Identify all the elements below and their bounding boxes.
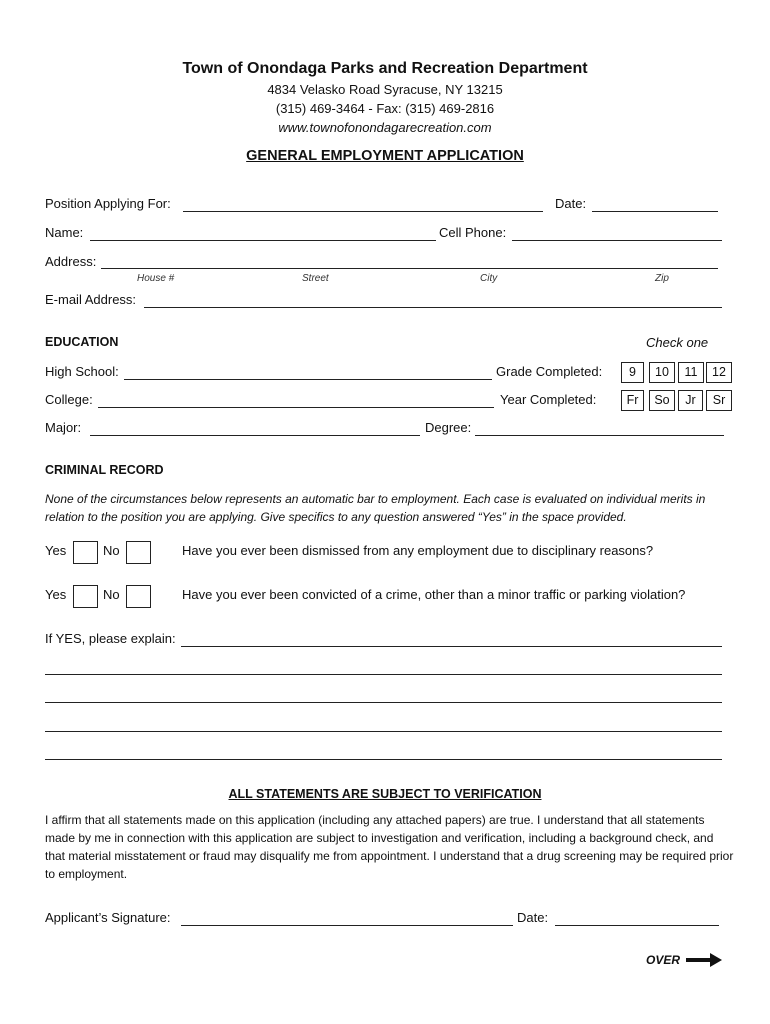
name-field[interactable] — [90, 240, 436, 241]
year-so-option[interactable]: So — [649, 390, 675, 411]
grade-completed-label: Grade Completed: — [496, 364, 603, 379]
explain-label: If YES, please explain: — [45, 631, 176, 646]
explain-line-2[interactable] — [45, 674, 722, 675]
explain-line-3[interactable] — [45, 702, 722, 703]
degree-label: Degree: — [425, 420, 472, 435]
q1-yes-checkbox[interactable] — [73, 541, 98, 564]
grade-10-option[interactable]: 10 — [649, 362, 675, 383]
date-label: Date: — [555, 196, 587, 211]
organization-website: www.townofonondagarecreation.com — [278, 120, 492, 135]
signature-label: Applicant’s Signature: — [45, 910, 171, 925]
verification-heading: ALL STATEMENTS ARE SUBJECT TO VERIFICATION — [228, 787, 542, 801]
q1-no-checkbox[interactable] — [126, 541, 151, 564]
over-label: OVER — [646, 953, 681, 967]
address-field[interactable] — [101, 268, 718, 269]
signature-field[interactable] — [181, 925, 513, 926]
year-completed-label: Year Completed: — [500, 392, 597, 407]
cell-phone-field[interactable] — [512, 240, 722, 241]
signature-date-label: Date: — [517, 910, 549, 925]
q1-no-label: No — [103, 543, 120, 558]
q2-no-label: No — [103, 587, 120, 602]
right-arrow-icon — [686, 953, 722, 967]
major-label: Major: — [45, 420, 82, 435]
position-field[interactable] — [183, 211, 543, 212]
criminal-record-note: None of the circumstances below represents an automatic bar to employment. Each case is evaluated on individual merits in relation to the position you are applying. Give specifics to any question answered “Yes” in the space provided. — [45, 492, 706, 524]
city-caption: City — [480, 273, 498, 284]
address-label: Address: — [45, 254, 97, 269]
degree-field[interactable] — [475, 435, 724, 436]
high-school-field[interactable] — [124, 379, 492, 380]
grade-11-option[interactable]: 11 — [678, 362, 704, 383]
organization-phone: (315) 469-3464 - Fax: (315) 469-2816 — [275, 101, 495, 116]
criminal-record-heading: CRIMINAL RECORD — [45, 463, 164, 477]
email-label: E-mail Address: — [45, 292, 137, 307]
form-title: GENERAL EMPLOYMENT APPLICATION — [246, 148, 524, 164]
q1-yes-label: Yes — [45, 543, 67, 558]
grade-9-option[interactable]: 9 — [621, 362, 644, 383]
cell-phone-label: Cell Phone: — [439, 225, 507, 240]
explain-line-5[interactable] — [45, 759, 722, 760]
college-label: College: — [45, 392, 93, 407]
zip-caption: Zip — [655, 273, 669, 284]
year-sr-option[interactable]: Sr — [706, 390, 732, 411]
education-heading: EDUCATION — [45, 335, 119, 349]
position-label: Position Applying For: — [45, 196, 171, 211]
street-caption: Street — [302, 273, 329, 284]
question-dismissed: Have you ever been dismissed from any employment due to disciplinary reasons? — [182, 543, 654, 558]
major-field[interactable] — [90, 435, 420, 436]
check-one-caption: Check one — [646, 335, 709, 350]
date-field[interactable] — [592, 211, 718, 212]
explain-line-1[interactable] — [181, 646, 722, 647]
explain-line-4[interactable] — [45, 731, 722, 732]
q2-yes-label: Yes — [45, 587, 67, 602]
organization-address: 4834 Velasko Road Syracuse, NY 13215 — [267, 82, 503, 97]
high-school-label: High School: — [45, 364, 119, 379]
name-label: Name: — [45, 225, 84, 240]
verification-statement: I affirm that all statements made on this application (including any attached papers) are true. I understand that all statements made by me in connection with this application are subject to investigation and verification, including a background check, and that material misstatement or fraud may disqualify me from appointment. I understand that a drug screening may be required prior to employment. — [45, 813, 734, 881]
q2-no-checkbox[interactable] — [126, 585, 151, 608]
signature-date-field[interactable] — [555, 925, 719, 926]
year-fr-option[interactable]: Fr — [621, 390, 644, 411]
question-convicted: Have you ever been convicted of a crime, other than a minor traffic or parking violation? — [182, 587, 686, 602]
year-jr-option[interactable]: Jr — [678, 390, 703, 411]
q2-yes-checkbox[interactable] — [73, 585, 98, 608]
grade-12-option[interactable]: 12 — [706, 362, 732, 383]
organization-name: Town of Onondaga Parks and Recreation Department — [182, 60, 588, 77]
college-field[interactable] — [98, 407, 494, 408]
house-number-caption: House # — [137, 273, 175, 284]
email-field[interactable] — [144, 307, 722, 308]
